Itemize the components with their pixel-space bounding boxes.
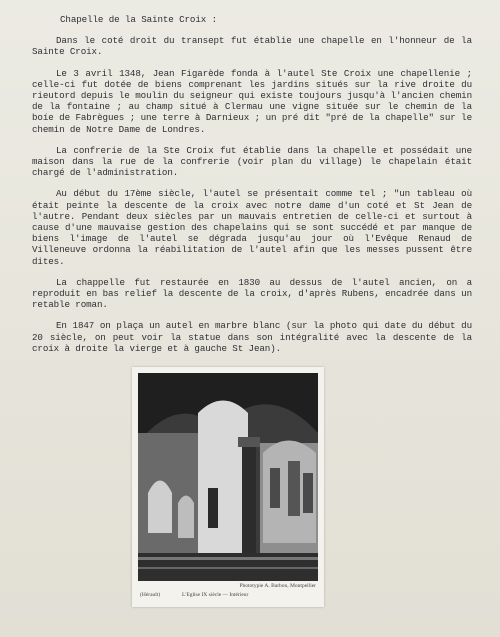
- photo-credit: Phototypie A. Barbon, Montpellier: [239, 583, 316, 589]
- paragraph-3: La confrerie de la Ste Croix fut établie dans la chapelle et possédait une maison dans la rue de la confrerie (voir plan du village) le chapelain était chargé de l'administration.: [32, 144, 472, 179]
- paragraph-1: Dans le coté droit du transept fut établie une chapelle en l'honneur de la Sainte Croix.: [32, 35, 472, 58]
- paragraph-6: En 1847 on plaça un autel en marbre blanc (sur la photo qui date du début du 20 siècle, on peut voir la statue dans son intégralité avec la descente de la croix à droite la vierge et à gauche St Jean).: [32, 320, 472, 354]
- paragraph-5: La chappelle fut restaurée en 1830 au dessus de l'autel ancien, on a reproduit en bas relief la descente de la croix, d'après Rubens, encadrée dans un retable roman.: [32, 276, 472, 311]
- postcard-photo: [132, 367, 324, 607]
- paragraph-4: Au début du 17ème siècle, l'autel se présentait comme tel ; "un tableau où était peinte la descente de la croix avec notre dame d'un coté et St Jean de l'autre. Pendant deux siècles par un mauvais entretien de celle-ci et surtout à cause d'une mauvaise gestion des chapelains qui se sont succédé et par manque de biens l'image de l'autel se dégrada jusqu'au jour où l'Evêque Renaud de Villeneuve ordonna la réabilitation de l'autel afin que les messes pussent être dites.: [32, 188, 472, 267]
- section-title: Chapelle de la Sainte Croix :: [60, 14, 217, 25]
- photo-region: (Hérault): [140, 592, 161, 598]
- paragraph-2: Le 3 avril 1348, Jean Figarède fonda à l'autel Ste Croix une chapellenie ; celle-ci fut dotée de biens comprenant les jardins situés sur la rive droite du rieutord depuis le moulin du seigneur qui existe toujours jusqu'à l'ancien chemin de la fontaine ; au champ situé à Clermau une vigne située sur le chemin de la boíe de Fabrègues ; une terre à Darnieux ; un pré dit "pré de la chapelle" sur le chemin de Notre Dame de Londres.: [32, 67, 472, 135]
- church-interior-image: [138, 373, 318, 581]
- document-text: [32, 14, 472, 364]
- photo-caption: L'Eglise IX siècle — Intérieur: [182, 592, 249, 598]
